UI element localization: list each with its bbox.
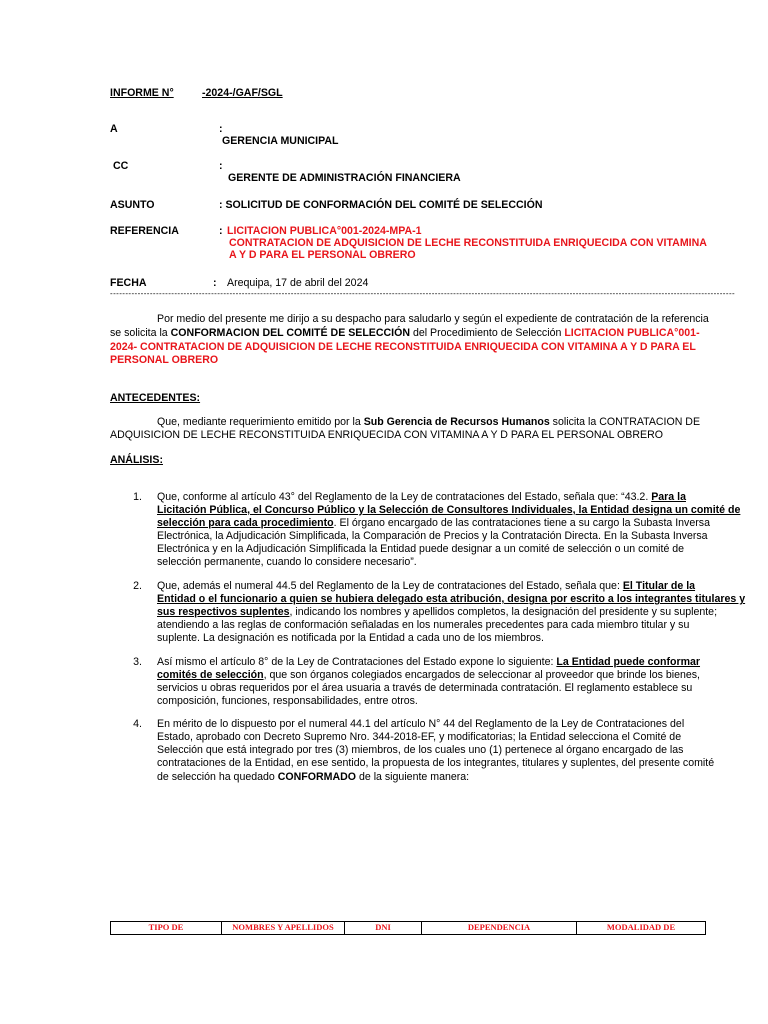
antecedentes-emphasis: Sub Gerencia de Recursos Humanos — [363, 416, 550, 428]
antecedentes-text: Que, mediante requerimiento emitido por la — [157, 416, 364, 428]
item-2-number: 2. — [133, 580, 142, 592]
item-1-text: Que, conforme al artículo 43° del Reglamento de la Ley de contrataciones del Estado, señala que: “43.2. — [157, 491, 652, 503]
item-3-emphasis: comités de selección — [157, 669, 264, 681]
item-4-line-5 — [157, 771, 469, 783]
item-3-text: , que son órganos colegiados encargados de seleccionar al proveedor que brinde los bienes, — [263, 669, 700, 681]
intro-line-1: Por medio del presente me dirijo a su despacho para saludarlo y según el expediente de contratación de la referencia — [157, 313, 709, 325]
table-header-cell: NOMBRES Y APELLIDOS — [222, 922, 345, 935]
a-label: A — [110, 123, 118, 135]
informe-code: -2024-/GAF/SGL — [202, 87, 283, 99]
referencia-label: REFERENCIA — [110, 225, 179, 237]
item-2-line-5: suplente. La designación es notificada por la Entidad a cada uno de los miembros. — [157, 632, 544, 644]
antecedentes-line-1 — [157, 416, 700, 428]
item-4-line-2: Estado, aprobado con Decreto Supremo Nro. 344-2018-EF, y modificatorias; la Entidad selecciona el Comité de — [157, 731, 682, 743]
item-1-line-5: Electrónica y en la Adjudicación Simplificada la Entidad puede designar a un comité de selección o un comité de — [157, 543, 685, 555]
intro-line-4: PERSONAL OBRERO — [110, 354, 219, 366]
item-1-text: . El órgano encargado de las contrataciones tiene a su cargo la Subasta Inversa — [333, 517, 710, 529]
item-2-text: , indicando los nombres y apellidos completos, la designación del presidente y su suplente; — [289, 606, 718, 618]
table-header-cell: MODALIDAD DE — [577, 922, 706, 935]
item-2-emphasis: sus respectivos suplentes — [157, 606, 290, 618]
item-1-emphasis: Para la — [651, 491, 686, 503]
a-value: GERENCIA MUNICIPAL — [222, 135, 339, 147]
asunto-label: ASUNTO — [110, 199, 155, 211]
cc-colon: : — [219, 160, 223, 172]
table-header-cell: TIPO DE — [111, 922, 222, 935]
informe-label: INFORME N° — [110, 87, 174, 99]
item-3-line-1 — [157, 656, 700, 668]
item-2-text: Que, además el numeral 44.5 del Reglamento de la Ley de contrataciones del Estado, señala que: — [157, 580, 623, 592]
referencia-colon: : — [219, 225, 223, 237]
item-2-line-1 — [157, 580, 695, 592]
separator-line: ------------------------------------------------------------------------------------------------------------------------------------------------------------------------------------------------------------ — [110, 289, 736, 298]
analisis-heading: ANÁLISIS: — [110, 454, 163, 466]
table-header-cell: DEPENDENCIA — [422, 922, 577, 935]
item-2-line-4: atendiendo a las reglas de conformación señaladas en los numerales precedentes para cada miembro titular y su — [157, 619, 690, 631]
table-header-cell: DNI — [345, 922, 422, 935]
intro-text: del Procedimiento de Selección — [410, 327, 565, 339]
selection-committee-table — [110, 921, 706, 935]
item-4-emphasis: CONFORMADO — [277, 771, 357, 783]
item-1-line-3 — [157, 517, 710, 529]
referencia-line-3: A Y D PARA EL PERSONAL OBRERO — [229, 249, 416, 261]
item-1-line-2: Licitación Pública, el Concurso Público y la Selección de Consultores Individuales, la Entidad designa un comité de — [157, 504, 741, 516]
item-3-number: 3. — [133, 656, 142, 668]
referencia-line-1: LICITACION PUBLICA°001-2024-MPA-1 — [227, 225, 422, 237]
item-2-line-3 — [157, 606, 717, 618]
item-3-line-2 — [157, 669, 700, 681]
intro-line-3: 2024- CONTRATACION DE ADQUISICION DE LECHE RECONSTITUIDA ENRIQUECIDA CON VITAMINA A Y D PARA EL — [110, 341, 696, 353]
intro-reference: LICITACION PUBLICA°001- — [564, 327, 700, 339]
antecedentes-line-2: ADQUISICION DE LECHE RECONSTITUIDA ENRIQUECIDA CON VITAMINA A Y D PARA EL PERSONAL OBRERO — [110, 429, 663, 441]
asunto-value: : SOLICITUD DE CONFORMACIÓN DEL COMITÉ DE SELECCIÓN — [219, 199, 543, 211]
antecedentes-heading: ANTECEDENTES: — [110, 392, 201, 404]
cc-label: CC — [113, 160, 129, 172]
item-4-line-4: contrataciones de la Entidad, en ese sentido, la propuesta de los integrantes, titulares y suplentes, del presente comité — [157, 757, 715, 769]
item-1-emphasis: selección para cada procedimiento — [157, 517, 334, 529]
item-4-text: de la siguiente manera: — [356, 771, 470, 783]
referencia-line-2: CONTRATACION DE ADQUISICION DE LECHE RECONSTITUIDA ENRIQUECIDA CON VITAMINA — [229, 237, 707, 249]
fecha-label: FECHA — [110, 277, 147, 289]
table-header-row — [111, 922, 706, 935]
item-1-line-4: Electrónica, la Adjudicación Simplificada, la Comparación de Precios y la Contratación Directa. En la Subasta Inversa — [157, 530, 708, 542]
a-colon: : — [219, 123, 223, 135]
fecha-colon: : — [213, 277, 217, 289]
item-2-emphasis: El Titular de la — [622, 580, 696, 592]
intro-emphasis: CONFORMACION DEL COMITÉ DE SELECCIÓN — [170, 327, 411, 339]
antecedentes-text: solicita la CONTRATACION DE — [549, 416, 701, 428]
intro-line-2 — [110, 327, 700, 339]
item-1-number: 1. — [133, 491, 142, 503]
cc-value: GERENTE DE ADMINISTRACIÓN FINANCIERA — [228, 172, 461, 184]
item-4-number: 4. — [133, 718, 142, 730]
item-3-emphasis: La Entidad puede conformar — [556, 656, 701, 668]
item-4-line-3: Selección que está integrado por tres (3) miembros, de los cuales uno (1) pertenece al órgano encargado de las — [157, 744, 684, 756]
item-1-line-6: selección permanente, cuando lo considere necesario”. — [157, 556, 417, 568]
item-3-text: Así mismo el artículo 8° de la Ley de Contrataciones del Estado expone lo siguiente: — [157, 656, 557, 668]
fecha-value: Arequipa, 17 de abril del 2024 — [227, 277, 369, 289]
item-3-line-4: composición, funciones, responsabilidades, entre otros. — [157, 695, 418, 707]
item-4-text: de selección ha quedado — [157, 771, 278, 783]
item-4-line-1: En mérito de lo dispuesto por el numeral 44.1 del artículo N° 44 del Reglamento de la Ley de Contrataciones del — [157, 718, 685, 730]
item-1-line-1 — [157, 491, 686, 503]
intro-text: se solicita la — [110, 327, 171, 339]
item-3-line-3: servicios u obras requeridos por el área usuaria a través de determinada contratación. El reglamento establece su — [157, 682, 693, 694]
item-2-line-2: Entidad o el funcionario a quien se hubiera delegado esta atribución, designa por escrito a los integrantes titulares y — [157, 593, 746, 605]
